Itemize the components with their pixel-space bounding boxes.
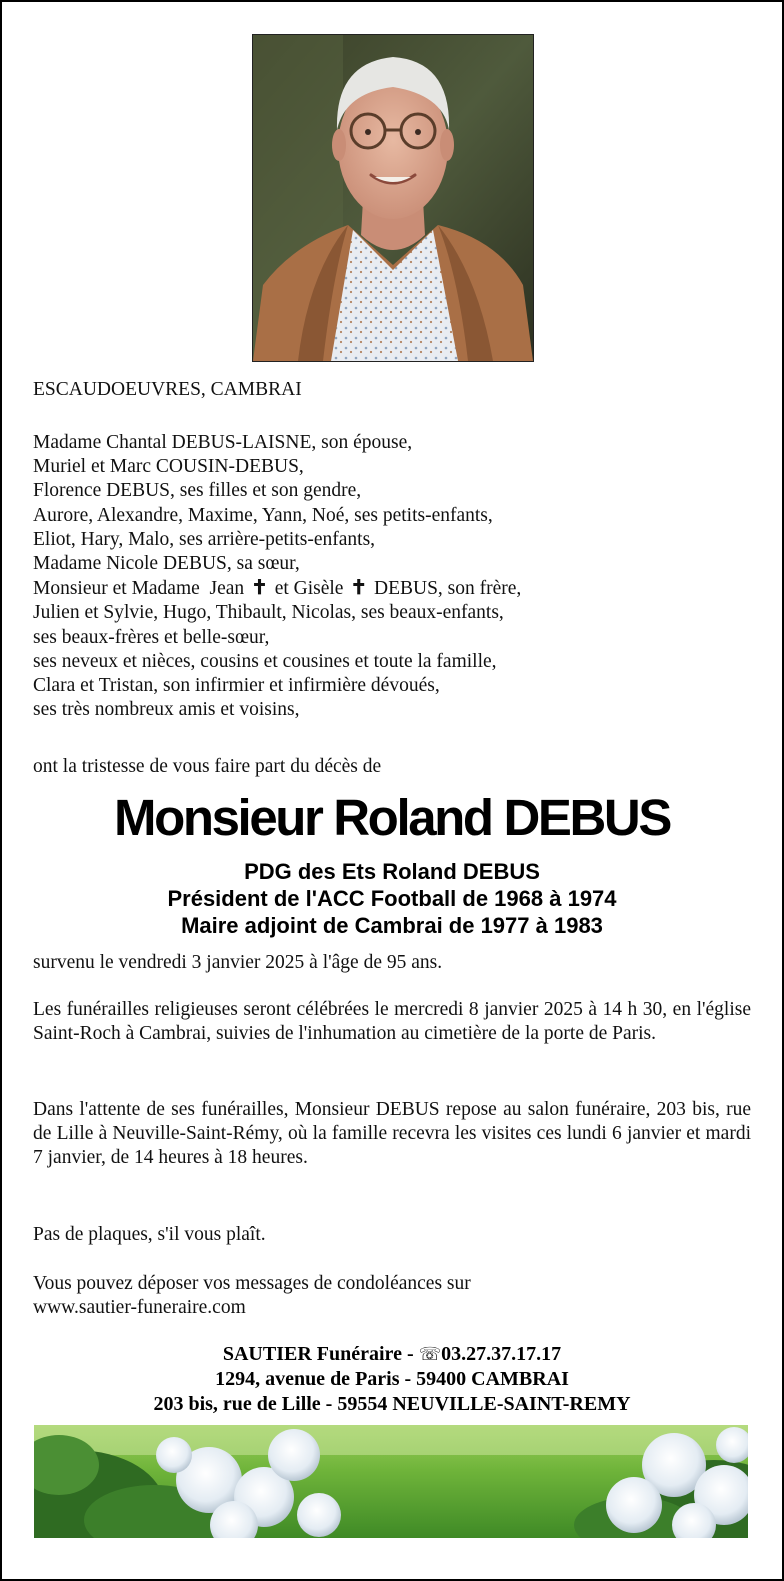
family-list bbox=[33, 431, 751, 722]
phone-number: 03.27.37.17.17 bbox=[441, 1343, 562, 1365]
condolences-paragraph bbox=[33, 1272, 751, 1320]
cross-icon: ✝ bbox=[251, 577, 268, 600]
funeral-home-name: SAUTIER Funéraire - bbox=[222, 1343, 414, 1365]
family-line: ses beaux-frères et belle-sœur, bbox=[33, 626, 270, 648]
footer-contact-line bbox=[2, 1342, 782, 1367]
title-line: Maire adjoint de Cambrai de 1977 à 1983 bbox=[181, 913, 603, 938]
family-line: Madame Chantal DEBUS-LAISNE, son épouse, bbox=[33, 432, 413, 453]
no-plates-line: Pas de plaques, s'il vous plaît. bbox=[33, 1224, 266, 1245]
family-line: Muriel et Marc COUSIN-DEBUS, bbox=[33, 456, 304, 478]
family-line: ses très nombreux amis et voisins, bbox=[33, 699, 300, 721]
footer-address-1: 1294, avenue de Paris - 59400 CAMBRAI bbox=[215, 1368, 569, 1390]
funeral-paragraph: Les funérailles religieuses seront célébrées le mercredi 8 janvier 2025 à 14 h 30, en l'église Saint-Roch à Cambrai, suivies de l'inhumation au cimetière de la porte de Paris. bbox=[33, 999, 751, 1045]
brother-line-part3: DEBUS, son frère, bbox=[373, 578, 522, 600]
brother-line-part1: Monsieur et Madame Jean bbox=[33, 578, 245, 600]
deceased-name: Monsieur Roland DEBUS bbox=[114, 789, 670, 846]
family-line: Clara et Tristan, son infirmier et infirmière dévoués, bbox=[33, 675, 440, 697]
portrait-photo bbox=[252, 34, 534, 362]
deceased-titles bbox=[2, 858, 782, 939]
flower-banner-image bbox=[34, 1425, 748, 1538]
portrait-image bbox=[253, 35, 533, 361]
family-line: Eliot, Hary, Malo, ses arrière-petits-enfants, bbox=[33, 528, 376, 550]
title-line: PDG des Ets Roland DEBUS bbox=[244, 859, 540, 884]
brother-line-part2: et Gisèle bbox=[274, 578, 344, 600]
footer-address-2: 203 bis, rue de Lille - 59554 NEUVILLE-SAINT-REMY bbox=[153, 1393, 631, 1415]
family-line: Madame Nicole DEBUS, sa sœur, bbox=[33, 553, 300, 575]
title-line: Président de l'ACC Football de 1968 à 1974 bbox=[167, 886, 617, 911]
phone-icon: ☏ bbox=[418, 1344, 442, 1365]
family-line: ses neveux et nièces, cousins et cousines et toute la famille, bbox=[33, 650, 497, 672]
condolences-website-link[interactable]: www.sautier-funeraire.com bbox=[33, 1297, 246, 1319]
places-line: ESCAUDOEUVRES, CAMBRAI bbox=[33, 379, 302, 400]
salon-paragraph: Dans l'attente de ses funérailles, Monsieur DEBUS repose au salon funéraire, 203 bis, rue de Lille à Neuville-Saint-Rémy, où la famille recevra les visites ces lundi 6 janvier et mardi 7 janvier, de 14 heures à 18 heures. bbox=[33, 1099, 751, 1169]
cross-icon: ✝ bbox=[350, 577, 368, 600]
family-line: Florence DEBUS, ses filles et son gendre, bbox=[33, 480, 362, 502]
announcement-intro: ont la tristesse de vous faire part du décès de bbox=[33, 756, 382, 777]
death-date-line: survenu le vendredi 3 janvier 2025 à l'âge de 95 ans. bbox=[33, 952, 443, 973]
family-line: Aurore, Alexandre, Maxime, Yann, Noé, ses petits-enfants, bbox=[33, 504, 493, 526]
family-line: Julien et Sylvie, Hugo, Thibault, Nicolas, ses beaux-enfants, bbox=[33, 602, 504, 624]
hydrangea-banner bbox=[34, 1425, 748, 1538]
condolences-text: Vous pouvez déposer vos messages de condoléances sur bbox=[33, 1273, 471, 1294]
brother-line bbox=[33, 576, 751, 601]
funeral-home-footer bbox=[2, 1342, 782, 1417]
